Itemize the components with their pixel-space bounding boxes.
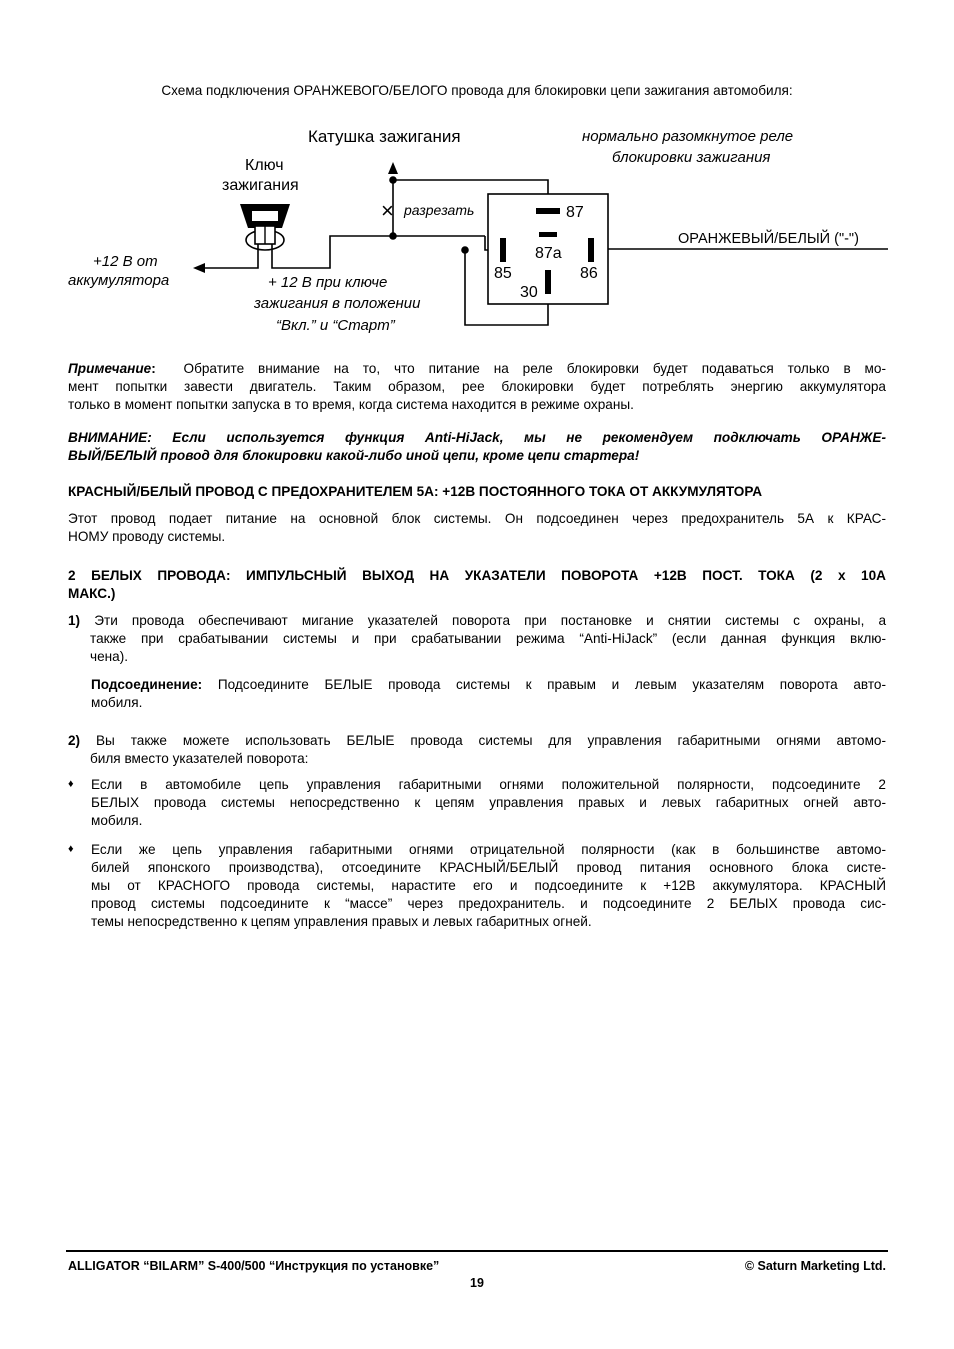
orange-white-label: ОРАНЖЕВЫЙ/БЕЛЫЙ ("-") (678, 231, 859, 247)
note-line: мент попытки завести двигатель. Таким образом, рее блокировки будет потреблять энергию аккумулятора (68, 379, 886, 394)
item1-line (68, 612, 886, 630)
item1-text-1: Эти провода обеспечивают мигание указателей поворота при постановке и снятии системы с охраны, а (94, 613, 887, 628)
footer-divider (66, 1250, 888, 1252)
bullet2-paragraph (91, 841, 886, 931)
item2-line: биля вместо указателей поворота: (90, 751, 309, 766)
bullet2-line: темы непосредственно к цепям управления правых и левых габаритных огней. (91, 914, 592, 929)
note-text-1: Обратите внимание на то, что питание на реле блокировки будет подаваться только в мо- (183, 361, 886, 376)
junction-dot (389, 232, 397, 240)
bullet2-line: мы от КРАСНОГО провода системы, нарастите его и подсоедините к +12В аккумулятора. КРАСНЫЙ (91, 878, 886, 893)
ignition-label-line3: “Вкл.” и “Старт” (276, 317, 395, 334)
item2-text-1: Вы также можете использовать БЕЛЫЕ провода системы для управления габаритными огнями автомо- (95, 733, 886, 748)
item2-line (68, 732, 886, 750)
relay-label-line1: нормально разомкнутое реле (582, 128, 794, 145)
key-label-line1: Ключ (245, 157, 284, 174)
coil-arrow-icon (388, 162, 398, 174)
note-colon: : (151, 361, 156, 376)
bullet1-line: БЕЛЫХ провода системы непосредственно к цепям управления правых и левых габаритных огней авто- (91, 795, 886, 810)
bullet-diamond-icon: ♦ (68, 843, 74, 855)
section2-heading-line: 2 БЕЛЫХ ПРОВОДА: ИМПУЛЬСНЫЙ ВЫХОД НА УКАЗАТЕЛИ ПОВОРОТА +12В ПОСТ. ТОКА (2 х 10А (68, 568, 886, 583)
section1-paragraph (68, 510, 886, 546)
warning-paragraph (68, 429, 886, 465)
note-line (68, 360, 886, 378)
pin-85-contact (500, 238, 506, 262)
battery-label-line2: аккумулятора (68, 272, 170, 289)
item1-line: также при срабатывании системы и при срабатывании режима “Anti-HiJack” (если данная функция вклю- (90, 631, 886, 646)
note-label: Примечание (68, 361, 152, 376)
pin-85-label: 85 (494, 265, 512, 282)
section1-heading: КРАСНЫЙ/БЕЛЫЙ ПРОВОД С ПРЕДОХРАНИТЕЛЕМ 5А: +12В ПОСТОЯННОГО ТОКА ОТ АККУМУЛЯТОРА (68, 484, 763, 499)
section2-heading-line: МАКС.) (68, 586, 116, 601)
connection-label: Подсоединение: (91, 677, 203, 692)
ignition-key-icon (240, 204, 290, 268)
junction-dot (389, 176, 397, 184)
ignition-label-line2: зажигания в положении (254, 295, 421, 312)
pin-87-label: 87 (566, 204, 584, 221)
pin-30-label: 30 (520, 284, 538, 301)
pin-87a-label: 87a (535, 245, 562, 262)
item2-paragraph (68, 732, 886, 768)
connection-line (91, 676, 886, 694)
warning-line: ВЫЙ/БЕЛЫЙ провод для блокировки какой-либо иной цепи, кроме цепи стартера! (68, 448, 640, 463)
bullet1-line: Если в автомобиле цепь управления габаритными огнями положительной полярности, подсоедините 2 (91, 777, 886, 792)
battery-label-line1: +12 В от (93, 253, 158, 270)
cut-icon: × (381, 198, 394, 223)
section1-line: НОМУ проводу системы. (68, 529, 226, 544)
pin-30-contact (545, 270, 551, 294)
item2-number: 2) (68, 733, 81, 748)
pin-87a-contact (539, 232, 557, 237)
section1-line: Этот провод подает питание на основной блок системы. Он подсоединен через предохранитель 5А к КРАС- (68, 511, 886, 526)
bullet2-line: Если же цепь управления габаритными огнями отрицательной полярности (как в большинстве автомо- (91, 842, 886, 857)
key-label-line2: зажигания (222, 177, 299, 194)
bullet2-line: билей японского производства), отсоедините КРАСНЫЙ/БЕЛЫЙ провод питания основного блока систе- (91, 860, 886, 875)
page-number: 19 (470, 1276, 484, 1290)
item1-number: 1) (68, 613, 81, 628)
bullet1-paragraph (91, 776, 886, 830)
connection-line: мобиля. (91, 695, 143, 710)
footer-right: © Saturn Marketing Ltd. (744, 1259, 886, 1273)
item1-paragraph (68, 612, 886, 666)
note-line: только в момент попытки запуска в то время, когда система находится в режиме охраны. (68, 397, 634, 412)
pin-86-label: 86 (580, 265, 598, 282)
junction-dot (461, 246, 469, 254)
bullet1-line: мобиля. (91, 813, 143, 828)
coil-label: Катушка зажигания (308, 127, 461, 146)
note-paragraph (68, 360, 886, 414)
ignition-label-line1: + 12 В при ключе (268, 274, 388, 291)
battery-arrow-icon (193, 263, 205, 273)
diagram-caption: Схема подключения ОРАНЖЕВОГО/БЕЛОГО провода для блокировки цепи зажигания автомобиля: (161, 83, 793, 98)
bullet-diamond-icon: ♦ (68, 778, 74, 790)
bullet2-line: провод системы подсоедините к “массе” через предохранитель. и подсоедините 2 БЕЛЫХ провода сис- (91, 896, 886, 911)
connection-text-1: Подсоедините БЕЛЫЕ провода системы к правым и левым указателям поворота авто- (217, 677, 886, 692)
warning-line: ВНИМАНИЕ: Если используется функция Anti-HiJack, мы не рекомендуем подключать ОРАНЖЕ- (68, 430, 886, 445)
pin-87-contact (536, 208, 560, 214)
item1-line: чена). (90, 649, 129, 664)
relay-label-line2: блокировки зажигания (612, 149, 771, 166)
cut-label: разрезать (404, 202, 475, 218)
pin-86-contact (588, 238, 594, 262)
wiring-diagram (0, 115, 954, 345)
section2-heading (68, 567, 886, 603)
footer-left: ALLIGATOR “BILARM” S-400/500 “Инструкция по установке” (68, 1259, 440, 1273)
connection-paragraph (91, 676, 886, 712)
